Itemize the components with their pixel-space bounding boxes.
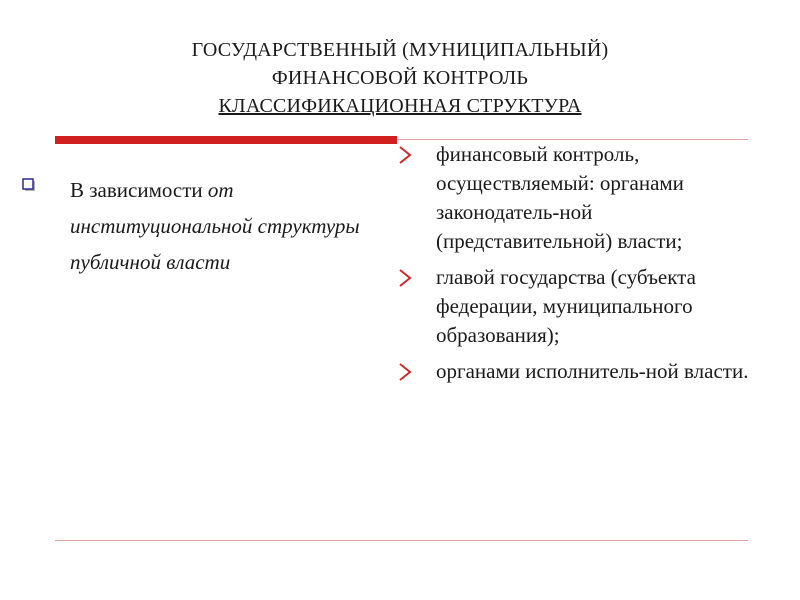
list-item — [398, 263, 758, 350]
arrow-bullet-icon — [398, 363, 412, 381]
left-bullet-text — [70, 172, 372, 280]
list-item-text: финансовый контроль, осуществляемый: органами законодатель-ной (представительной) власти; — [436, 142, 684, 253]
list-item-text: главой государства (субъекта федерации, муниципального образования); — [436, 265, 696, 347]
arrow-bullet-icon — [398, 146, 412, 164]
list-item — [398, 140, 758, 256]
arrow-bullet-icon — [398, 269, 412, 287]
right-column — [398, 140, 758, 393]
list-item — [398, 357, 758, 386]
list-item-text: органами исполнитель-ной власти. — [436, 359, 749, 383]
left-lead-text: В зависимости — [70, 178, 208, 202]
left-column — [22, 172, 372, 280]
checkbox-bullet-icon — [22, 178, 36, 192]
title-line-2: ФИНАНСОВОЙ КОНТРОЛЬ — [271, 67, 529, 89]
title-line-3: КЛАССИФИКАЦИОННАЯ СТРУКТУРА — [218, 95, 582, 117]
accent-bar — [55, 136, 397, 144]
slide-title — [0, 36, 800, 120]
title-line-1: ГОСУДАРСТВЕННЫЙ (МУНИЦИПАЛЬНЫЙ) — [191, 39, 609, 61]
bottom-divider — [55, 540, 748, 541]
left-italic-text: от институциональной структуры публичной власти — [70, 178, 360, 274]
